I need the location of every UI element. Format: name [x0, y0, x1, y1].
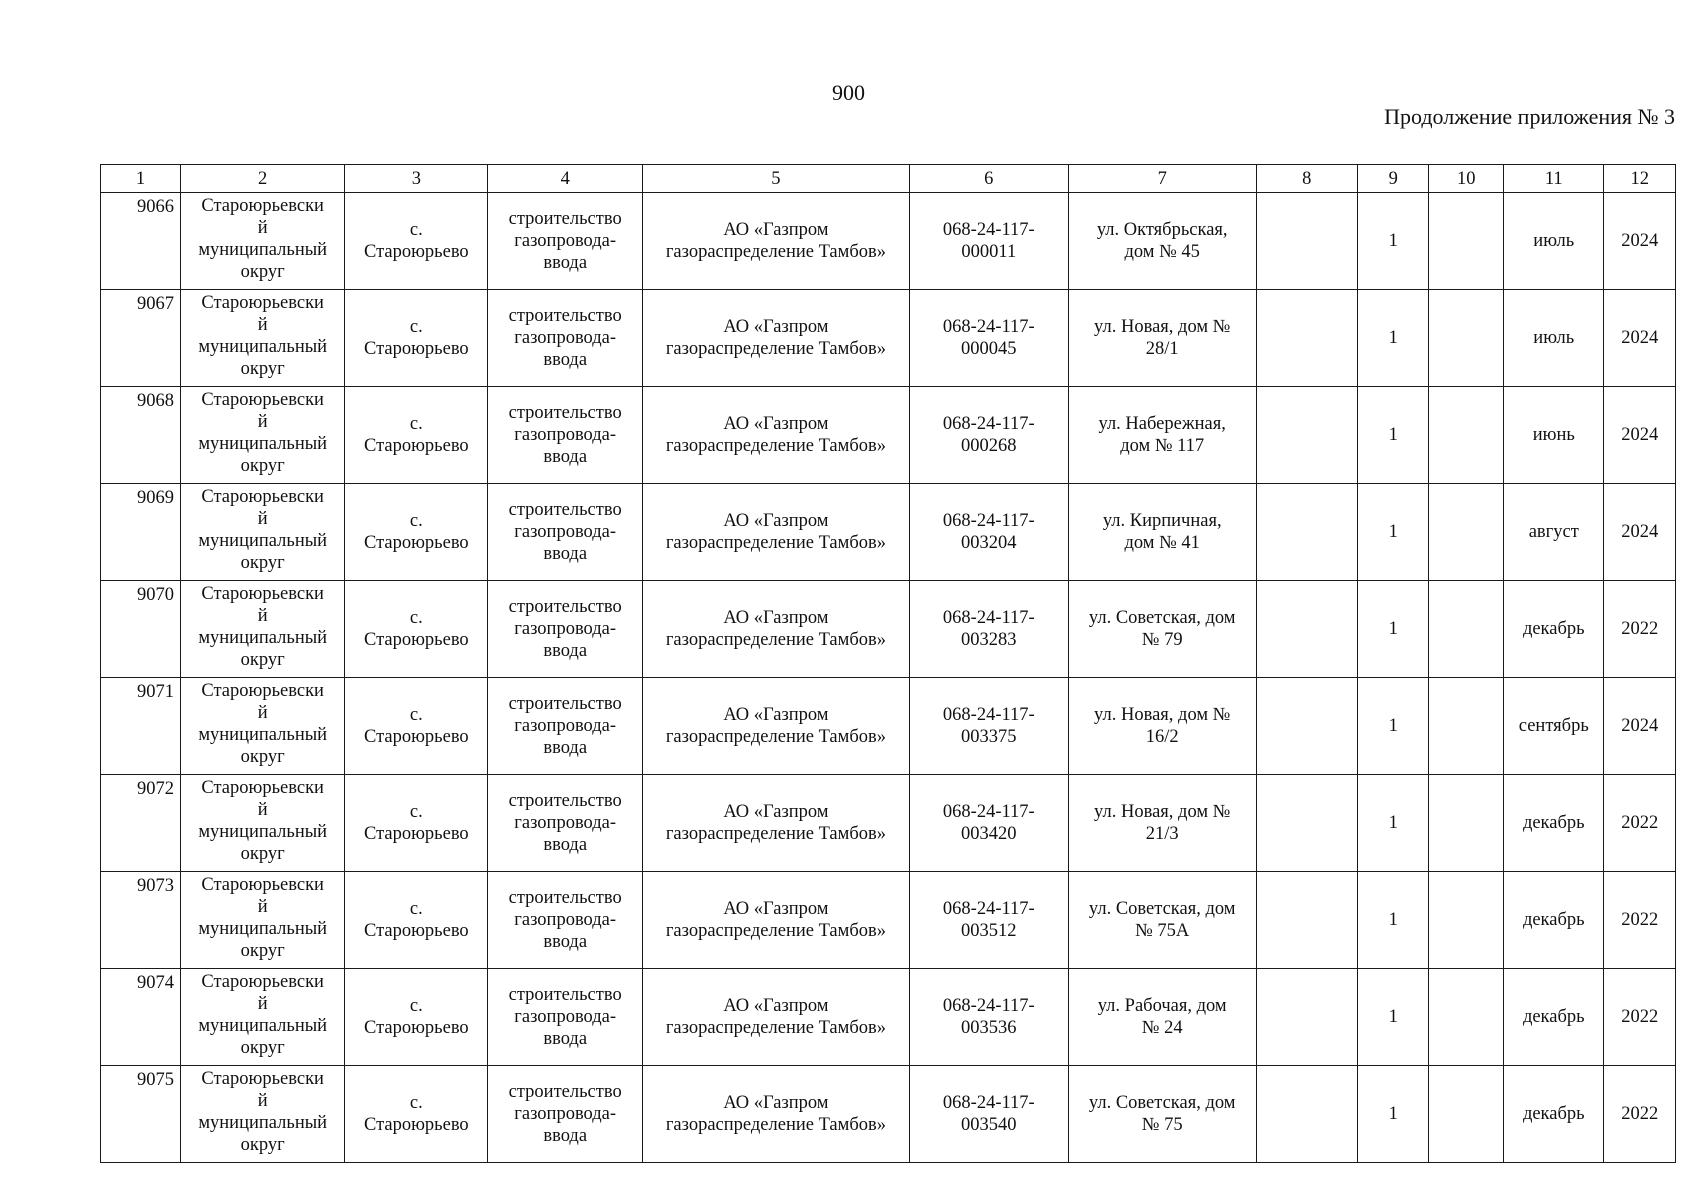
- row-number-cell: 9069: [101, 484, 181, 581]
- district-cell-line: Староюрьевски: [201, 390, 324, 410]
- column-10-cell: [1429, 872, 1504, 969]
- address-cell-line: ул. Кирпичная,: [1102, 511, 1222, 531]
- address-cell-line: дом № 41: [1124, 533, 1200, 553]
- locality-cell: [345, 872, 488, 969]
- address-cell-line: ул. Набережная,: [1098, 414, 1226, 434]
- work-type-cell-line: ввода: [543, 738, 588, 758]
- table-row: [101, 678, 1676, 775]
- column-8-cell: [1256, 969, 1357, 1066]
- row-number-cell: 9075: [101, 1066, 181, 1163]
- column-8-cell: [1256, 872, 1357, 969]
- object-code-cell: [909, 775, 1068, 872]
- work-type-cell-line: газопровода-: [514, 1104, 617, 1124]
- organization-cell-line: газораспределение Тамбов»: [665, 824, 886, 844]
- work-type-cell-line: газопровода-: [514, 328, 617, 348]
- district-cell: [181, 290, 345, 387]
- work-type-cell-line: ввода: [543, 544, 588, 564]
- locality-cell-line: Староюрьево: [363, 1018, 469, 1038]
- address-cell-line: ул. Новая, дом №: [1094, 317, 1231, 337]
- address-cell: [1068, 387, 1256, 484]
- address-cell: [1068, 581, 1256, 678]
- column-header: 4: [488, 165, 643, 193]
- column-8-cell: [1256, 484, 1357, 581]
- work-type-cell-line: строительство: [508, 597, 622, 617]
- work-type-cell-line: ввода: [543, 253, 588, 273]
- district-cell-line: й: [257, 800, 268, 820]
- year-cell: 2022: [1604, 581, 1676, 678]
- column-header: 2: [181, 165, 345, 193]
- work-type-cell: [488, 484, 643, 581]
- object-code-cell: [909, 193, 1068, 290]
- month-cell: июль: [1504, 193, 1604, 290]
- locality-cell: [345, 484, 488, 581]
- district-cell-line: округ: [240, 747, 285, 767]
- district-cell-line: округ: [240, 262, 285, 282]
- column-10-cell: [1429, 484, 1504, 581]
- organization-cell-line: АО «Газпром: [723, 1093, 829, 1113]
- district-cell-line: й: [257, 509, 268, 529]
- object-code-cell-line: 068-24-117-: [942, 220, 1035, 240]
- work-type-cell-line: строительство: [508, 403, 622, 423]
- work-type-cell-line: строительство: [508, 888, 622, 908]
- object-code-cell-line: 000045: [961, 339, 1017, 359]
- organization-cell-line: АО «Газпром: [723, 220, 829, 240]
- table-row: [101, 581, 1676, 678]
- quantity-cell: 1: [1357, 193, 1428, 290]
- table-row: [101, 1066, 1676, 1163]
- address-cell: [1068, 484, 1256, 581]
- district-cell: [181, 775, 345, 872]
- object-code-cell-line: 068-24-117-: [942, 996, 1035, 1016]
- object-code-cell: [909, 290, 1068, 387]
- work-type-cell-line: газопровода-: [514, 716, 617, 736]
- quantity-cell: 1: [1357, 484, 1428, 581]
- district-cell-line: муниципальный: [198, 1016, 328, 1036]
- organization-cell-line: газораспределение Тамбов»: [665, 727, 886, 747]
- district-cell-line: й: [257, 606, 268, 626]
- organization-cell-line: АО «Газпром: [723, 608, 829, 628]
- appendix-table: [100, 164, 1676, 1163]
- locality-cell-line: с.: [409, 705, 423, 725]
- table-row: [101, 387, 1676, 484]
- object-code-cell-line: 000268: [961, 436, 1017, 456]
- column-header: 10: [1429, 165, 1504, 193]
- quantity-cell: 1: [1357, 581, 1428, 678]
- column-8-cell: [1256, 775, 1357, 872]
- organization-cell: [643, 678, 910, 775]
- table-row: [101, 775, 1676, 872]
- row-number-cell: 9071: [101, 678, 181, 775]
- object-code-cell-line: 003283: [961, 630, 1017, 650]
- object-code-cell-line: 068-24-117-: [942, 1093, 1035, 1113]
- column-10-cell: [1429, 1066, 1504, 1163]
- object-code-cell: [909, 872, 1068, 969]
- organization-cell-line: АО «Газпром: [723, 414, 829, 434]
- appendix-continuation-label: Продолжение приложения № 3: [1384, 104, 1675, 129]
- locality-cell: [345, 193, 488, 290]
- locality-cell: [345, 775, 488, 872]
- organization-cell: [643, 193, 910, 290]
- address-cell: [1068, 678, 1256, 775]
- quantity-cell: 1: [1357, 775, 1428, 872]
- object-code-cell: [909, 581, 1068, 678]
- year-cell: 2022: [1604, 969, 1676, 1066]
- work-type-cell-line: ввода: [543, 447, 588, 467]
- table-row: [101, 872, 1676, 969]
- quantity-cell: 1: [1357, 678, 1428, 775]
- organization-cell-line: газораспределение Тамбов»: [665, 921, 886, 941]
- organization-cell-line: газораспределение Тамбов»: [665, 630, 886, 650]
- district-cell-line: округ: [240, 1135, 285, 1155]
- work-type-cell-line: строительство: [508, 1082, 622, 1102]
- address-cell-line: № 75А: [1135, 921, 1190, 941]
- row-number-cell: 9068: [101, 387, 181, 484]
- work-type-cell-line: газопровода-: [514, 910, 617, 930]
- locality-cell: [345, 1066, 488, 1163]
- work-type-cell-line: газопровода-: [514, 522, 617, 542]
- district-cell-line: й: [257, 412, 268, 432]
- work-type-cell-line: газопровода-: [514, 619, 617, 639]
- column-10-cell: [1429, 775, 1504, 872]
- district-cell: [181, 581, 345, 678]
- organization-cell: [643, 290, 910, 387]
- locality-cell-line: Староюрьево: [363, 242, 469, 262]
- address-cell-line: ул. Октябрьская,: [1096, 220, 1228, 240]
- object-code-cell-line: 003375: [961, 727, 1017, 747]
- work-type-cell: [488, 193, 643, 290]
- locality-cell: [345, 387, 488, 484]
- locality-cell-line: Староюрьево: [363, 630, 469, 650]
- row-number-cell: 9070: [101, 581, 181, 678]
- quantity-cell: 1: [1357, 387, 1428, 484]
- district-cell-line: Староюрьевски: [201, 972, 324, 992]
- object-code-cell-line: 068-24-117-: [942, 608, 1035, 628]
- district-cell-line: й: [257, 897, 268, 917]
- organization-cell: [643, 581, 910, 678]
- address-cell: [1068, 969, 1256, 1066]
- year-cell: 2022: [1604, 775, 1676, 872]
- work-type-cell: [488, 387, 643, 484]
- address-cell-line: № 79: [1141, 630, 1183, 650]
- column-header: 1: [101, 165, 181, 193]
- table-header-row: [101, 165, 1676, 193]
- table-row: [101, 484, 1676, 581]
- column-8-cell: [1256, 193, 1357, 290]
- organization-cell-line: газораспределение Тамбов»: [665, 533, 886, 553]
- quantity-cell: 1: [1357, 969, 1428, 1066]
- month-cell: декабрь: [1504, 872, 1604, 969]
- organization-cell-line: газораспределение Тамбов»: [665, 1115, 886, 1135]
- work-type-cell-line: ввода: [543, 350, 588, 370]
- table-row: [101, 290, 1676, 387]
- district-cell-line: Староюрьевски: [201, 778, 324, 798]
- address-cell-line: 28/1: [1145, 339, 1179, 359]
- organization-cell-line: газораспределение Тамбов»: [665, 1018, 886, 1038]
- work-type-cell-line: строительство: [508, 985, 622, 1005]
- object-code-cell-line: 003512: [961, 921, 1017, 941]
- organization-cell: [643, 387, 910, 484]
- organization-cell: [643, 969, 910, 1066]
- work-type-cell-line: строительство: [508, 306, 622, 326]
- year-cell: 2024: [1604, 193, 1676, 290]
- district-cell-line: муниципальный: [198, 337, 328, 357]
- work-type-cell-line: строительство: [508, 791, 622, 811]
- address-cell: [1068, 1066, 1256, 1163]
- object-code-cell-line: 003540: [961, 1115, 1017, 1135]
- district-cell-line: й: [257, 218, 268, 238]
- column-8-cell: [1256, 387, 1357, 484]
- district-cell: [181, 484, 345, 581]
- address-cell: [1068, 872, 1256, 969]
- address-cell-line: 21/3: [1145, 824, 1179, 844]
- row-number-cell: 9074: [101, 969, 181, 1066]
- locality-cell-line: Староюрьево: [363, 339, 469, 359]
- year-cell: 2022: [1604, 1066, 1676, 1163]
- work-type-cell-line: строительство: [508, 694, 622, 714]
- month-cell: август: [1504, 484, 1604, 581]
- district-cell: [181, 193, 345, 290]
- work-type-cell-line: ввода: [543, 1029, 588, 1049]
- work-type-cell: [488, 290, 643, 387]
- month-cell: июнь: [1504, 387, 1604, 484]
- work-type-cell-line: газопровода-: [514, 231, 617, 251]
- object-code-cell-line: 003204: [961, 533, 1017, 553]
- month-cell: сентябрь: [1504, 678, 1604, 775]
- locality-cell-line: с.: [409, 414, 423, 434]
- work-type-cell-line: газопровода-: [514, 425, 617, 445]
- district-cell: [181, 969, 345, 1066]
- locality-cell: [345, 290, 488, 387]
- year-cell: 2024: [1604, 290, 1676, 387]
- district-cell-line: муниципальный: [198, 725, 328, 745]
- quantity-cell: 1: [1357, 872, 1428, 969]
- object-code-cell-line: 068-24-117-: [942, 705, 1035, 725]
- district-cell-line: муниципальный: [198, 240, 328, 260]
- locality-cell-line: с.: [409, 511, 423, 531]
- organization-cell-line: АО «Газпром: [723, 899, 829, 919]
- object-code-cell-line: 068-24-117-: [942, 317, 1035, 337]
- address-cell-line: ул. Советская, дом: [1088, 608, 1236, 628]
- organization-cell-line: АО «Газпром: [723, 705, 829, 725]
- locality-cell-line: Староюрьево: [363, 436, 469, 456]
- column-10-cell: [1429, 387, 1504, 484]
- locality-cell: [345, 581, 488, 678]
- row-number-cell: 9067: [101, 290, 181, 387]
- work-type-cell-line: строительство: [508, 500, 622, 520]
- work-type-cell-line: ввода: [543, 835, 588, 855]
- locality-cell-line: с.: [409, 1093, 423, 1113]
- district-cell-line: муниципальный: [198, 919, 328, 939]
- table-row: [101, 969, 1676, 1066]
- district-cell: [181, 387, 345, 484]
- address-cell-line: № 24: [1141, 1018, 1183, 1038]
- column-header: 8: [1256, 165, 1357, 193]
- address-cell: [1068, 193, 1256, 290]
- year-cell: 2024: [1604, 678, 1676, 775]
- work-type-cell: [488, 678, 643, 775]
- organization-cell-line: АО «Газпром: [723, 317, 829, 337]
- column-8-cell: [1256, 678, 1357, 775]
- district-cell-line: округ: [240, 456, 285, 476]
- locality-cell-line: с.: [409, 608, 423, 628]
- object-code-cell-line: 068-24-117-: [942, 511, 1035, 531]
- row-number-cell: 9066: [101, 193, 181, 290]
- address-cell-line: ул. Новая, дом №: [1094, 705, 1231, 725]
- district-cell-line: муниципальный: [198, 822, 328, 842]
- district-cell-line: Староюрьевски: [201, 681, 324, 701]
- work-type-cell: [488, 1066, 643, 1163]
- district-cell-line: округ: [240, 1038, 285, 1058]
- work-type-cell: [488, 581, 643, 678]
- work-type-cell: [488, 969, 643, 1066]
- object-code-cell: [909, 484, 1068, 581]
- address-cell-line: ул. Советская, дом: [1088, 1093, 1236, 1113]
- locality-cell-line: с.: [409, 899, 423, 919]
- column-10-cell: [1429, 290, 1504, 387]
- district-cell-line: й: [257, 994, 268, 1014]
- district-cell-line: Староюрьевски: [201, 584, 324, 604]
- column-header: 5: [643, 165, 910, 193]
- column-8-cell: [1256, 1066, 1357, 1163]
- district-cell-line: й: [257, 1091, 268, 1111]
- locality-cell: [345, 969, 488, 1066]
- district-cell-line: округ: [240, 844, 285, 864]
- locality-cell-line: Староюрьево: [363, 727, 469, 747]
- table-row: [101, 193, 1676, 290]
- object-code-cell-line: 068-24-117-: [942, 802, 1035, 822]
- column-header: 9: [1357, 165, 1428, 193]
- locality-cell-line: с.: [409, 802, 423, 822]
- locality-cell-line: с.: [409, 996, 423, 1016]
- organization-cell-line: газораспределение Тамбов»: [665, 436, 886, 456]
- work-type-cell: [488, 872, 643, 969]
- address-cell-line: ул. Рабочая, дом: [1097, 996, 1227, 1016]
- row-number-cell: 9073: [101, 872, 181, 969]
- district-cell-line: Староюрьевски: [201, 875, 324, 895]
- table-body: [101, 193, 1676, 1163]
- district-cell: [181, 872, 345, 969]
- month-cell: декабрь: [1504, 775, 1604, 872]
- locality-cell: [345, 678, 488, 775]
- month-cell: декабрь: [1504, 1066, 1604, 1163]
- work-type-cell-line: газопровода-: [514, 813, 617, 833]
- month-cell: июль: [1504, 290, 1604, 387]
- month-cell: декабрь: [1504, 581, 1604, 678]
- address-cell: [1068, 290, 1256, 387]
- district-cell-line: Староюрьевски: [201, 1069, 324, 1089]
- district-cell-line: й: [257, 703, 268, 723]
- page-number: 900: [832, 80, 865, 105]
- district-cell-line: Староюрьевски: [201, 293, 324, 313]
- column-10-cell: [1429, 678, 1504, 775]
- organization-cell-line: газораспределение Тамбов»: [665, 242, 886, 262]
- district-cell-line: округ: [240, 553, 285, 573]
- object-code-cell-line: 000011: [961, 242, 1017, 262]
- object-code-cell: [909, 387, 1068, 484]
- work-type-cell-line: ввода: [543, 641, 588, 661]
- address-cell-line: дом № 45: [1124, 242, 1200, 262]
- district-cell: [181, 678, 345, 775]
- organization-cell-line: газораспределение Тамбов»: [665, 339, 886, 359]
- organization-cell: [643, 775, 910, 872]
- work-type-cell-line: газопровода-: [514, 1007, 617, 1027]
- locality-cell-line: Староюрьево: [363, 533, 469, 553]
- address-cell-line: 16/2: [1145, 727, 1179, 747]
- district-cell-line: округ: [240, 650, 285, 670]
- work-type-cell: [488, 775, 643, 872]
- district-cell-line: Староюрьевски: [201, 196, 324, 216]
- locality-cell-line: Староюрьево: [363, 824, 469, 844]
- organization-cell: [643, 1066, 910, 1163]
- column-10-cell: [1429, 969, 1504, 1066]
- column-header: 11: [1504, 165, 1604, 193]
- column-10-cell: [1429, 193, 1504, 290]
- object-code-cell: [909, 1066, 1068, 1163]
- locality-cell-line: с.: [409, 220, 423, 240]
- quantity-cell: 1: [1357, 1066, 1428, 1163]
- object-code-cell-line: 003536: [961, 1018, 1017, 1038]
- quantity-cell: 1: [1357, 290, 1428, 387]
- organization-cell-line: АО «Газпром: [723, 511, 829, 531]
- district-cell-line: муниципальный: [198, 628, 328, 648]
- district-cell-line: й: [257, 315, 268, 335]
- organization-cell-line: АО «Газпром: [723, 996, 829, 1016]
- locality-cell-line: с.: [409, 317, 423, 337]
- work-type-cell-line: ввода: [543, 932, 588, 952]
- address-cell: [1068, 775, 1256, 872]
- district-cell-line: округ: [240, 941, 285, 961]
- row-number-cell: 9072: [101, 775, 181, 872]
- object-code-cell-line: 068-24-117-: [942, 899, 1035, 919]
- organization-cell: [643, 872, 910, 969]
- organization-cell: [643, 484, 910, 581]
- column-8-cell: [1256, 290, 1357, 387]
- year-cell: 2022: [1604, 872, 1676, 969]
- column-header: 3: [345, 165, 488, 193]
- district-cell-line: муниципальный: [198, 1113, 328, 1133]
- object-code-cell: [909, 678, 1068, 775]
- object-code-cell: [909, 969, 1068, 1066]
- locality-cell-line: Староюрьево: [363, 921, 469, 941]
- column-header: 7: [1068, 165, 1256, 193]
- year-cell: 2024: [1604, 484, 1676, 581]
- district-cell-line: округ: [240, 359, 285, 379]
- year-cell: 2024: [1604, 387, 1676, 484]
- district-cell-line: муниципальный: [198, 434, 328, 454]
- address-cell-line: ул. Новая, дом №: [1094, 802, 1231, 822]
- object-code-cell-line: 068-24-117-: [942, 414, 1035, 434]
- district-cell-line: муниципальный: [198, 531, 328, 551]
- address-cell-line: дом № 117: [1120, 436, 1205, 456]
- object-code-cell-line: 003420: [961, 824, 1017, 844]
- work-type-cell-line: ввода: [543, 1126, 588, 1146]
- work-type-cell-line: строительство: [508, 209, 622, 229]
- organization-cell-line: АО «Газпром: [723, 802, 829, 822]
- locality-cell-line: Староюрьево: [363, 1115, 469, 1135]
- month-cell: декабрь: [1504, 969, 1604, 1066]
- column-header: 12: [1604, 165, 1676, 193]
- district-cell: [181, 1066, 345, 1163]
- column-10-cell: [1429, 581, 1504, 678]
- column-header: 6: [909, 165, 1068, 193]
- address-cell-line: ул. Советская, дом: [1088, 899, 1236, 919]
- district-cell-line: Староюрьевски: [201, 487, 324, 507]
- address-cell-line: № 75: [1141, 1115, 1183, 1135]
- column-8-cell: [1256, 581, 1357, 678]
